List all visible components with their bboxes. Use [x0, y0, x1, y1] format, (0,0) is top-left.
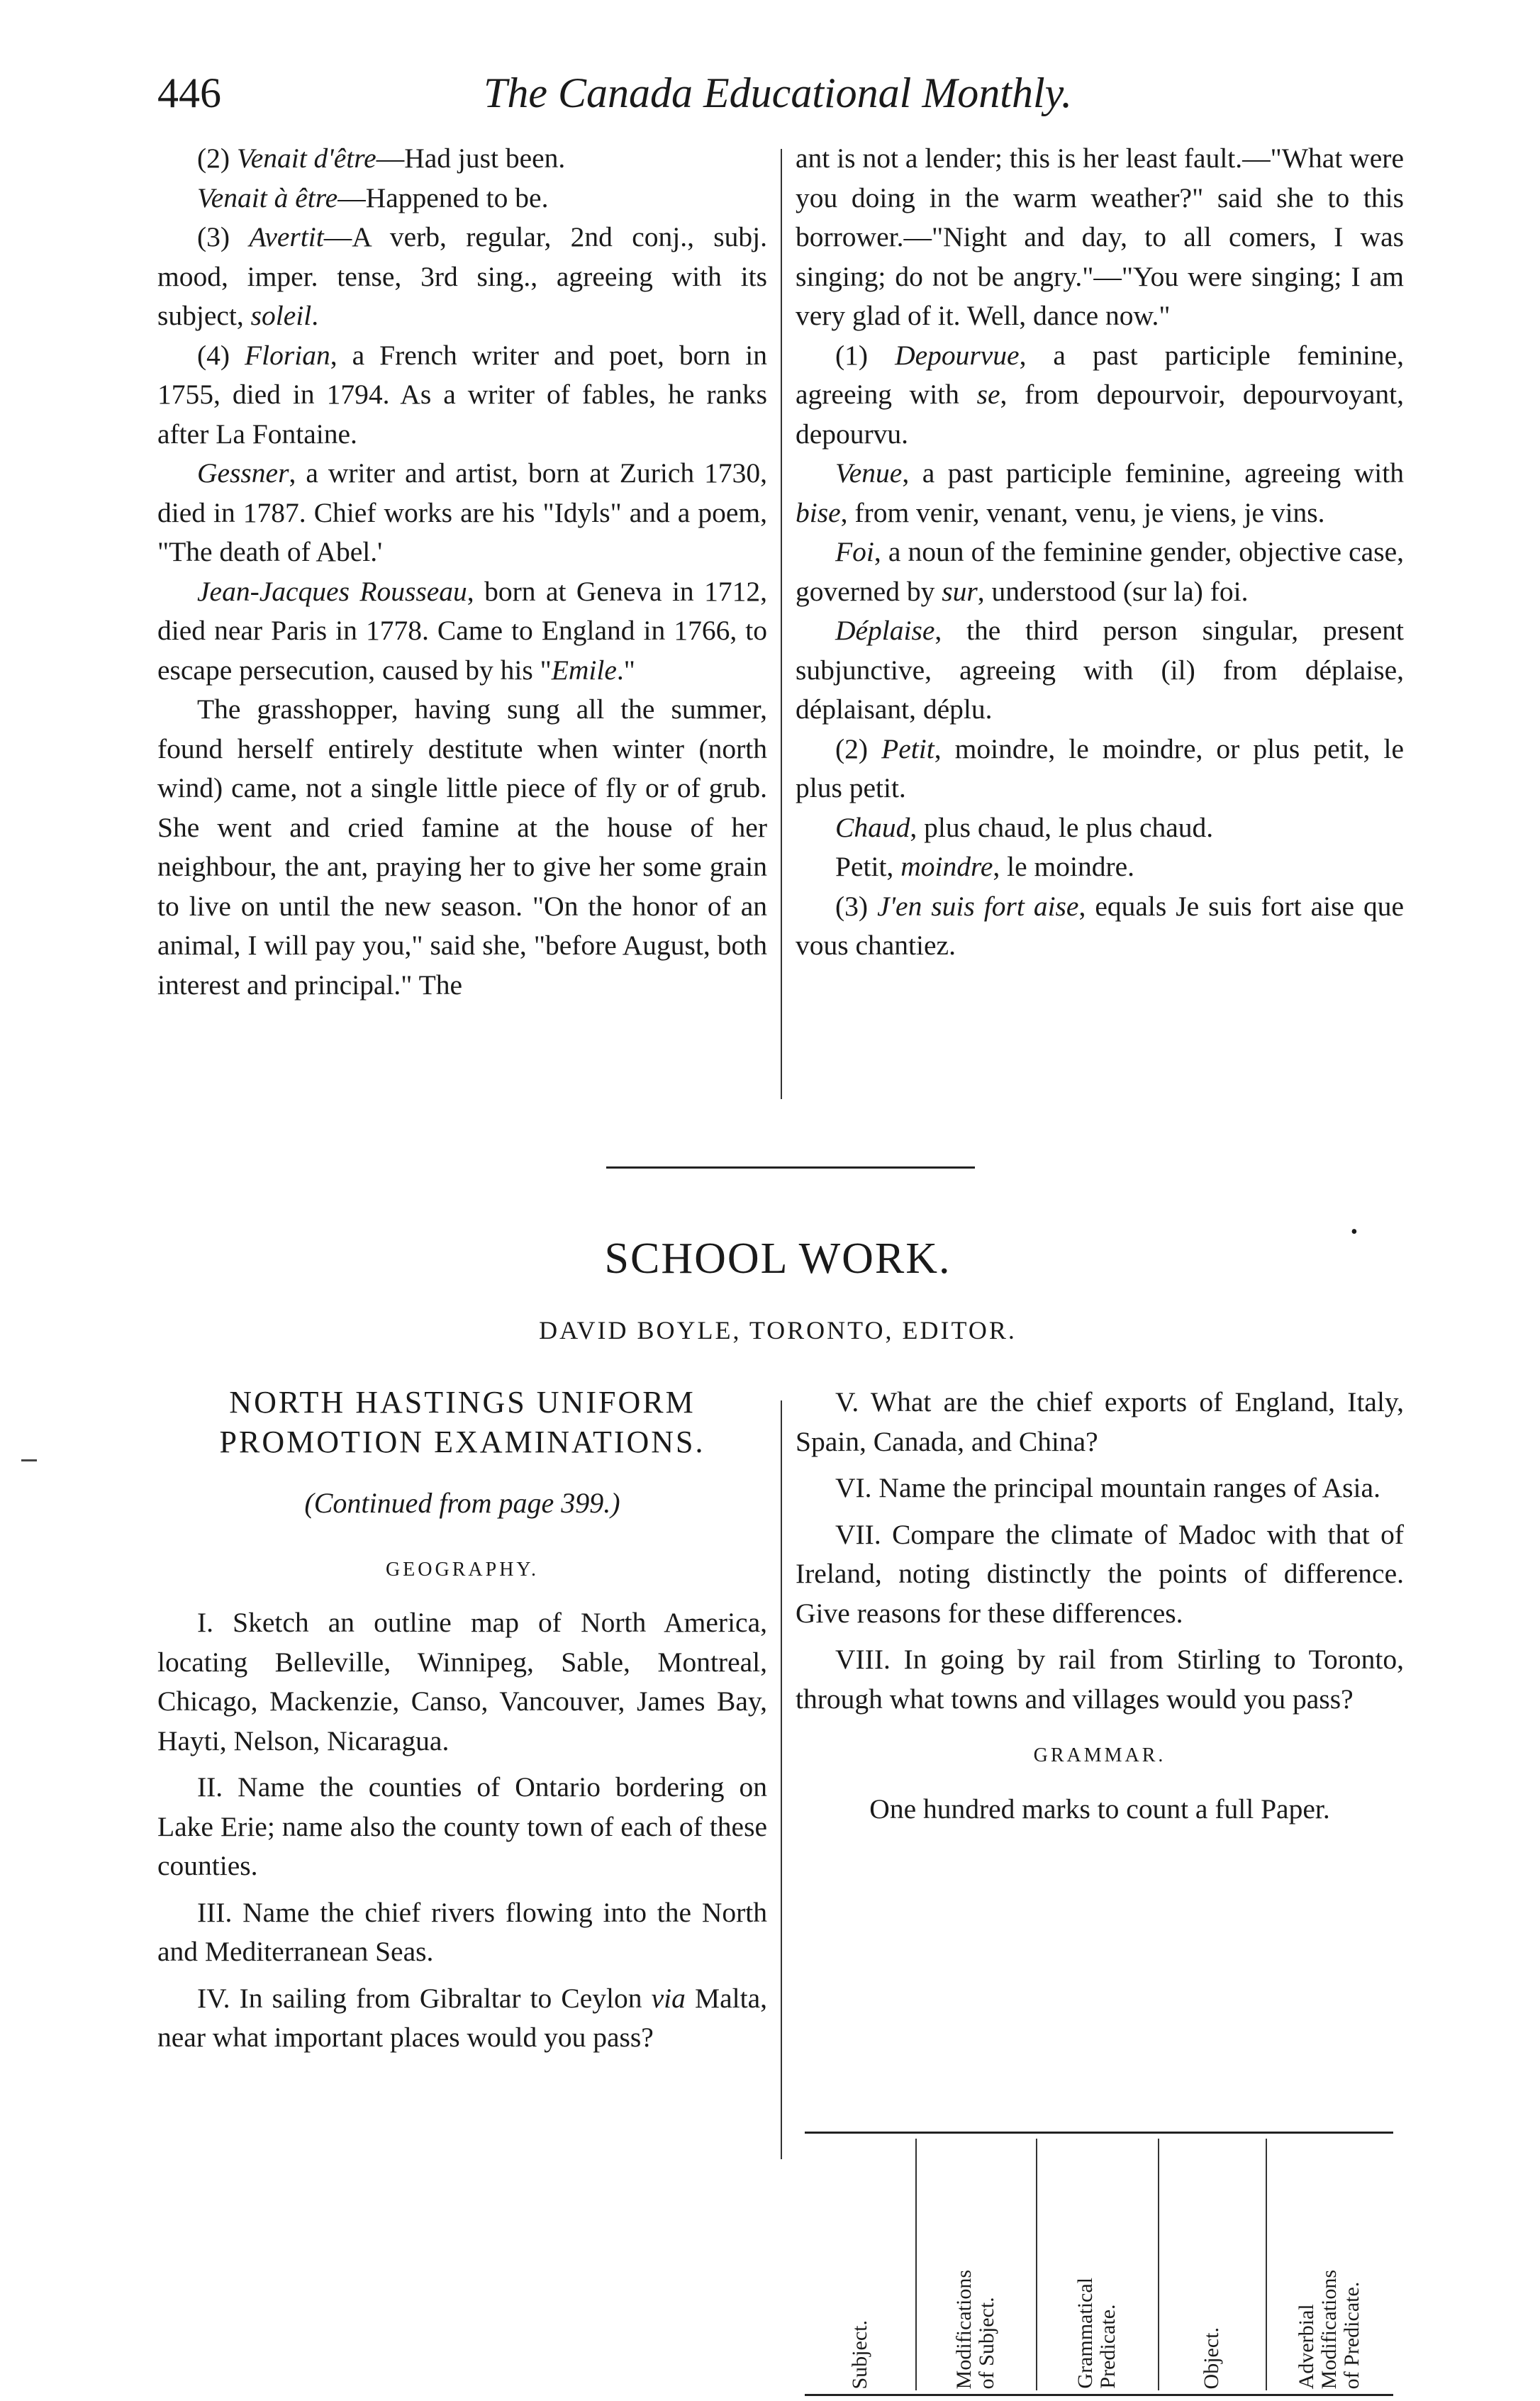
- top-right-column: [796, 139, 1404, 966]
- note-term: bise: [796, 496, 841, 528]
- note-text: , plus chaud, le plus chaud.: [910, 811, 1214, 843]
- table-header-label: Object.: [1200, 2327, 1223, 2389]
- note-text: , a past participle feminine, agreeing with: [902, 457, 1404, 489]
- geography-heading: GEOGRAPHY.: [385, 1558, 540, 1581]
- table-header-label: Adverbial Modifications of Predicate.: [1295, 2269, 1363, 2389]
- note-text: —Happened to be.: [337, 182, 549, 213]
- note-venait-a-etre: [157, 179, 767, 218]
- translation-continued: ant is not a lender; this is her least fault.—"What were you doing in the warm weather?" said she to this borrower.—"Night and day, to all comers, I was singing; do not be angry."—"You were singing; I am very glad of it. Well, dance now.": [796, 143, 1404, 331]
- note-venait-detre: [157, 139, 767, 179]
- question-1: I. Sketch an outline map of North America, locating Belleville, Winnipeg, Sable, Montreal, Chicago, Mackenzie, Canso, Vancouver, James Bay, Hayti, Nelson, Nicaragua.: [157, 1607, 767, 1756]
- note-text: , a French writer and poet, born in 1755, died in 1794. As a writer of fables, he ranks after La Fontaine.: [157, 339, 768, 450]
- note-term: se: [976, 379, 1000, 410]
- column-divider: [781, 149, 782, 1099]
- section-title: SCHOOL WORK.: [604, 1235, 952, 1283]
- note-text: , the third person singular, present subjunctive, agreeing with (il) from déplaise, déplaisant, déplu.: [796, 615, 1404, 725]
- note-rousseau: [157, 572, 767, 691]
- running-header: [157, 61, 1398, 125]
- note-term: Florian: [245, 339, 330, 371]
- column-divider: [781, 1400, 782, 2159]
- margin-mark: [21, 1459, 37, 1461]
- table-top-rule: [805, 2132, 1393, 2134]
- question-5: V. What are the chief exports of England, Italy, Spain, Canada, and China?: [796, 1386, 1404, 1457]
- note-foi: [796, 533, 1404, 611]
- note-term: Avertit: [249, 221, 324, 252]
- note-text: —A verb, regular, 2nd conj., subj. mood, imper. tense, 3rd sing., agreeing with its subject,: [157, 221, 767, 331]
- note-text: .": [616, 654, 635, 686]
- table-header-adverbial-modifications: [1287, 2144, 1372, 2389]
- note-number: (4): [197, 339, 230, 371]
- table-header-modifications-of-subject: [933, 2144, 1018, 2389]
- question-text: Malta, near what important places would you pass?: [157, 1982, 768, 2053]
- table-header-label: Subject.: [848, 2319, 871, 2389]
- translation-paragraph: The grasshopper, having sung all the summer, found herself entirely destitute when winter (north wind) came, not a single little piece of fly or of grub. She went and cried famine at the house of her neighbour, the ant, praying her to give her some grain to live on until the new season. "On the honor of an animal, I will pay you," said she, "before August, both interest and principal." The: [157, 693, 767, 1001]
- note-text: —Had just been.: [376, 143, 566, 174]
- note-term: Déplaise: [835, 615, 935, 646]
- note-text: , equals Je suis fort aise que vous chantiez.: [796, 890, 1404, 961]
- note-text: , from depourvoir, depourvoyant, depourvu.: [796, 379, 1404, 450]
- note-chaud: [796, 808, 1404, 848]
- table-column-rule: [1158, 2139, 1159, 2390]
- note-term: Petit: [881, 732, 934, 764]
- print-speck: •: [1351, 1221, 1358, 1243]
- note-term: Depourvue: [895, 339, 1020, 371]
- note-text: , le moindre.: [993, 851, 1135, 882]
- note-number: (3): [835, 890, 869, 922]
- table-column-rule: [1036, 2139, 1037, 2390]
- note-number: (2): [835, 732, 869, 764]
- note-number: (1): [835, 339, 869, 371]
- question-2: II. Name the counties of Ontario bordering on Lake Erie; name also the county town of each of these counties.: [157, 1771, 767, 1881]
- note-term: Gessner: [197, 457, 289, 489]
- note-deplaise: [796, 611, 1404, 730]
- note-text: , a past participle feminine, agreeing with: [796, 339, 1404, 410]
- note-gessner: [157, 454, 767, 572]
- note-term: Venue: [835, 457, 903, 489]
- table-column-rule: [1266, 2139, 1267, 2390]
- note-term: sur: [942, 575, 978, 607]
- note-term: Jean-Jacques Rousseau: [197, 575, 467, 607]
- question-3: III. Name the chief rivers flowing into the North and Mediterranean Seas.: [157, 1896, 767, 1967]
- note-petit: [796, 730, 1404, 808]
- note-text: , moindre, le moindre, or plus petit, le plus petit.: [796, 732, 1404, 803]
- note-text: , a writer and artist, born at Zurich 1730, died in 1787. Chief works are his "Idyls" and a poem, "The death of Abel.': [157, 457, 767, 567]
- table-column-rule: [915, 2139, 917, 2390]
- note-text: , from venir, venant, venu, je viens, je vins.: [840, 496, 1325, 528]
- note-moindre: [796, 847, 1404, 887]
- note-term: Chaud: [835, 811, 910, 843]
- question-7: VII. Compare the climate of Madoc with that of Ireland, noting distinctly the points of difference. Give reasons for these differences.: [796, 1518, 1404, 1629]
- note-text: Petit,: [835, 851, 901, 882]
- bottom-right-column: [796, 1383, 1404, 1836]
- section-editor: DAVID BOYLE, TORONTO, EDITOR.: [539, 1316, 1017, 1344]
- exam-heading: NORTH HASTINGS UNIFORM PROMOTION EXAMINATIONS.: [219, 1385, 705, 1459]
- note-term: Emile: [551, 654, 617, 686]
- continued-note: (Continued from page 399.): [304, 1487, 620, 1519]
- grammar-heading: GRAMMAR.: [1033, 1744, 1166, 1766]
- note-term: Foi: [835, 536, 874, 567]
- question-text: IV. In sailing from Gibraltar to Ceylon: [197, 1982, 652, 2014]
- question-4: [157, 1979, 767, 2058]
- note-depourvue: [796, 336, 1404, 455]
- question-term: via: [651, 1982, 686, 2014]
- note-text: , born at Geneva in 1712, died near Paris in 1778. Came to England in 1766, to escape persecution, caused by his ": [157, 575, 767, 686]
- note-florian: [157, 336, 767, 455]
- top-left-column: [157, 139, 767, 1005]
- note-term: J'en suis fort aise: [877, 890, 1079, 922]
- table-header-label: Grammatical Predicate.: [1073, 2278, 1120, 2389]
- note-number: (2): [197, 143, 230, 174]
- note-avertit: [157, 218, 767, 336]
- note-number: (3): [197, 221, 230, 252]
- journal-title: The Canada Educational Monthly.: [484, 69, 1072, 116]
- table-header-subject: [818, 2144, 903, 2389]
- marks-note: One hundred marks to count a full Paper.: [869, 1793, 1330, 1825]
- note-term: soleil: [250, 300, 312, 331]
- note-text: .: [311, 300, 319, 331]
- section-divider: [606, 1166, 975, 1169]
- table-header-object: [1169, 2144, 1254, 2389]
- bottom-left-column: [157, 1383, 767, 2065]
- note-text: , a noun of the feminine gender, objective case, governed by: [796, 536, 1404, 607]
- table-header-label: Modifications of Subject.: [952, 2269, 998, 2389]
- note-term: moindre: [900, 851, 993, 882]
- analysis-table: [805, 2132, 1400, 2401]
- note-jen-suis-fort-aise: [796, 887, 1404, 966]
- note-venue: [796, 454, 1404, 533]
- question-8: VIII. In going by rail from Stirling to Toronto, through what towns and villages would you pass?: [796, 1644, 1404, 1715]
- table-bottom-rule: [805, 2394, 1393, 2396]
- note-term: Venait à être: [197, 182, 338, 213]
- note-term: Venait d'être: [236, 143, 376, 174]
- page-number: 446: [157, 69, 221, 116]
- note-text: , understood (sur la) foi.: [977, 575, 1249, 607]
- question-6: VI. Name the principal mountain ranges of Asia.: [835, 1472, 1380, 1503]
- table-header-grammatical-predicate: [1054, 2144, 1139, 2389]
